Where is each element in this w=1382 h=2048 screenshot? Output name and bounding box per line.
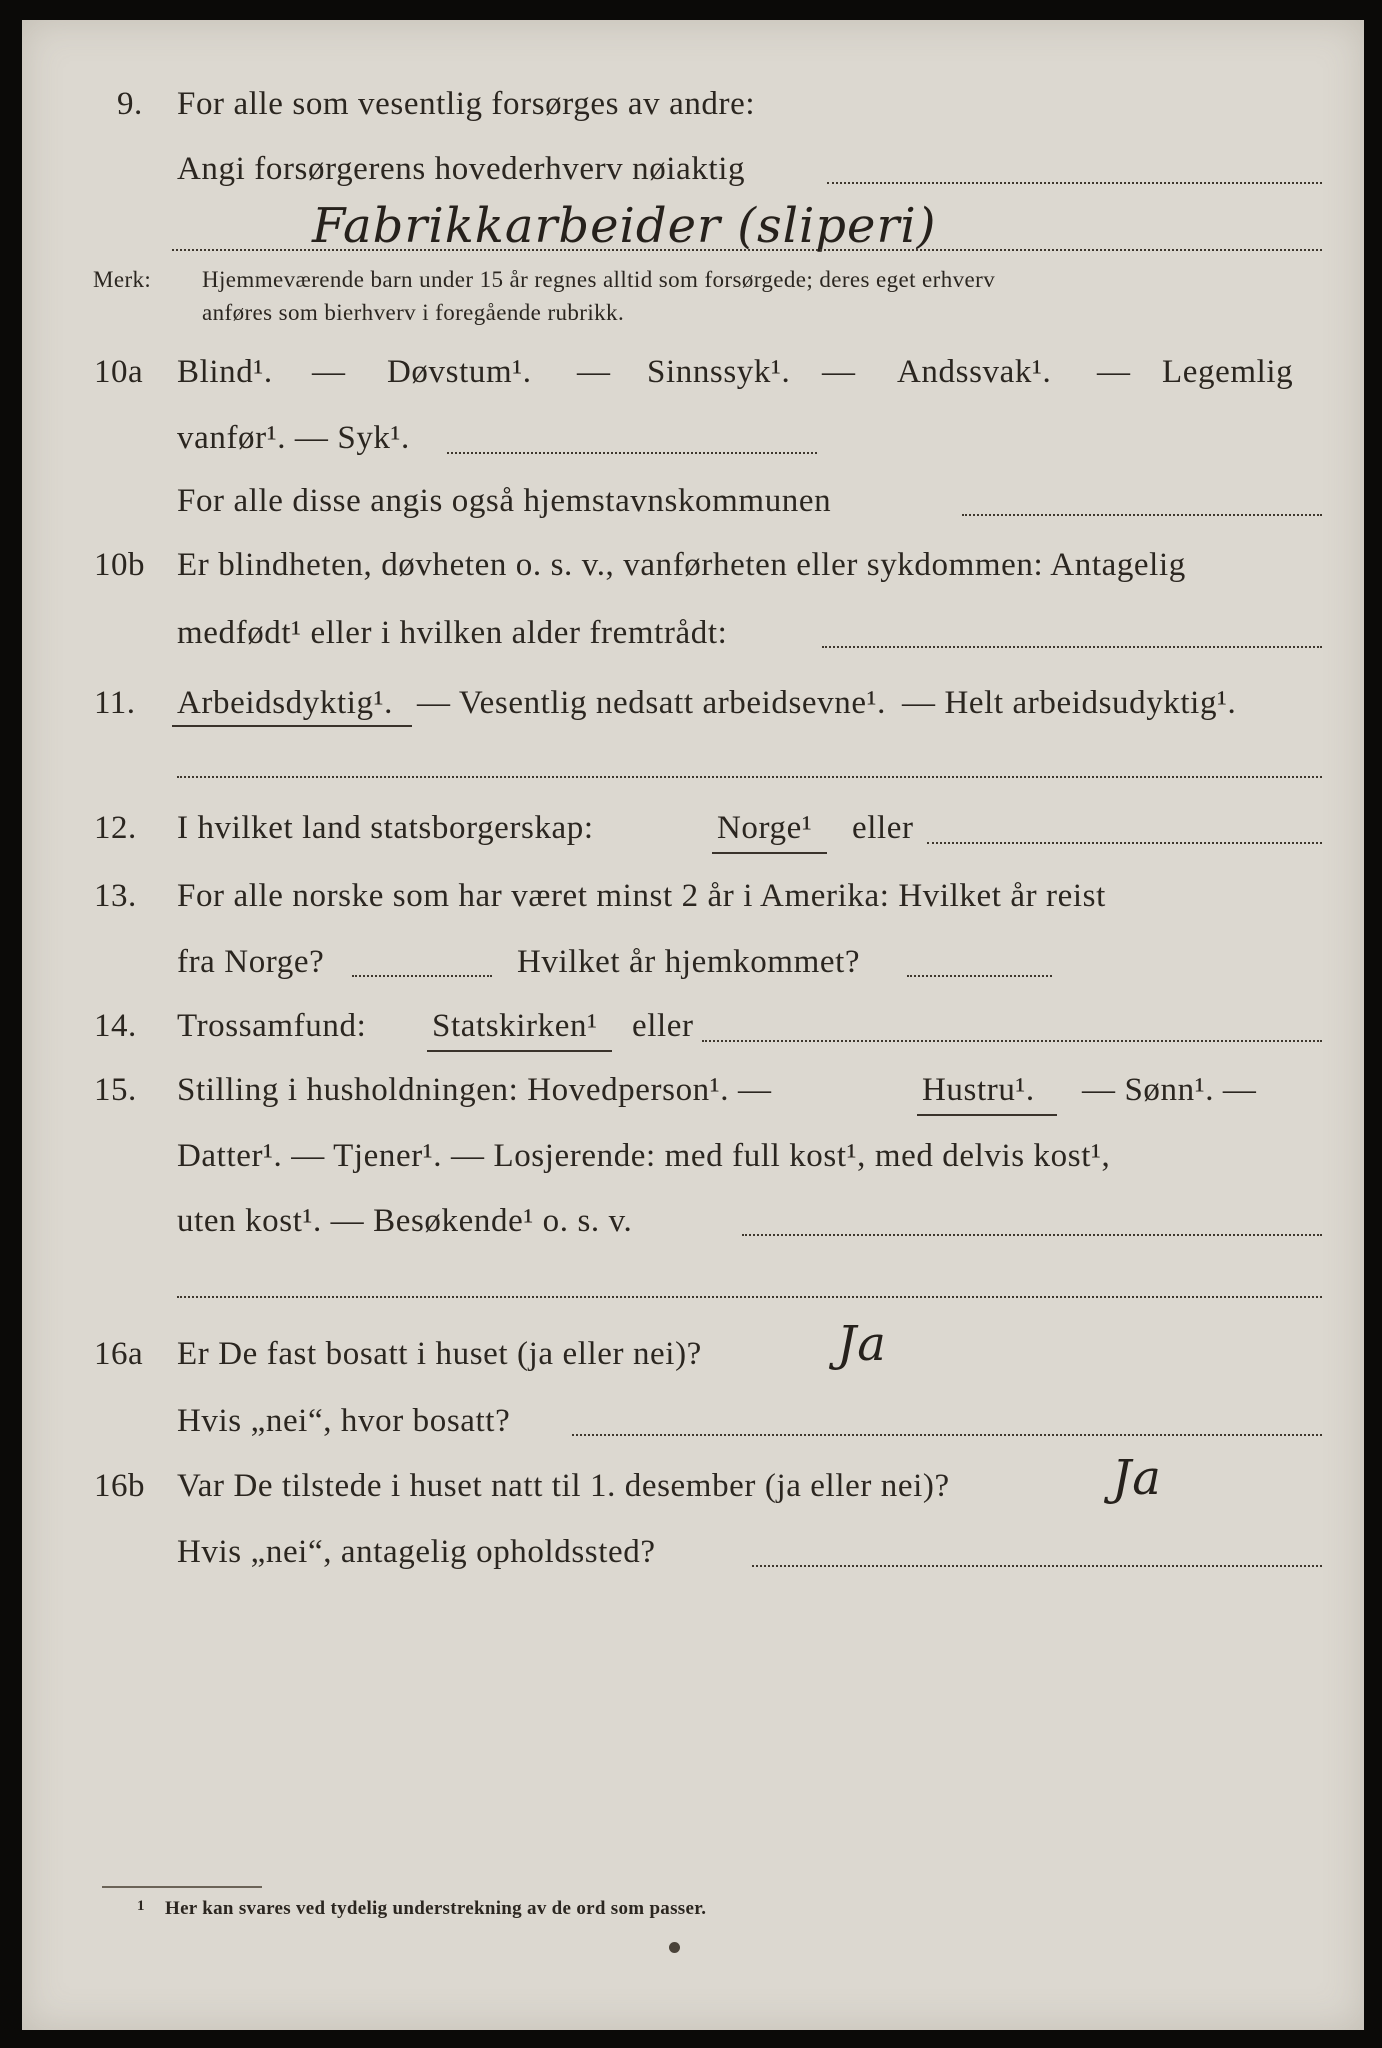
q16a-text-line2: Hvis „nei“, hvor bosatt?: [177, 1403, 511, 1439]
q10a-blind: Blind¹.: [177, 354, 273, 390]
q9-number: 9.: [117, 86, 143, 122]
q16b-fill-line: [752, 1565, 1322, 1567]
q14-selected-underline: [427, 1050, 612, 1052]
q15-option-hustru: Hustru¹.: [922, 1072, 1035, 1108]
q16a-number: 16a: [94, 1336, 144, 1372]
merk-label: Merk:: [93, 267, 152, 292]
merk-text-line2: anføres som bierhverv i foregående rubrikk.: [202, 300, 625, 325]
ink-dot: [669, 1942, 680, 1953]
q10b-text-line1: Er blindheten, døvheten o. s. v., vanførheten eller sykdommen: Antagelig: [177, 547, 1186, 583]
q10b-text-line2: medfødt¹ eller i hvilken alder fremtrådt:: [177, 615, 728, 651]
q12-eller: eller: [852, 810, 914, 846]
q9-fill-line: [827, 182, 1322, 184]
q11-fill-line: [177, 776, 1322, 778]
q11-selected-underline: [172, 725, 412, 727]
q10b-number: 10b: [94, 547, 145, 583]
q14-text: Trossamfund:: [177, 1008, 367, 1044]
q10a-number: 10a: [94, 354, 144, 390]
q10a-hjemstavn-fill-line: [962, 514, 1322, 516]
q16b-text-line1: Var De tilstede i huset natt til 1. desember (ja eller nei)?: [177, 1468, 950, 1504]
q10a-sinnssyk: Sinnssyk¹.: [647, 354, 791, 390]
q13-hjemkommet-label: Hvilket år hjemkommet?: [517, 944, 861, 980]
q9-handwritten-answer: Fabrikkarbeider (sliperi): [312, 198, 937, 254]
q15-fill-line: [742, 1234, 1322, 1236]
q15-selected-underline: [917, 1114, 1057, 1116]
q10a-dash-3: —: [822, 354, 856, 390]
q10a-dash-4: —: [1097, 354, 1131, 390]
q15-text-pre: Stilling i husholdningen: Hovedperson¹. —: [177, 1072, 772, 1108]
q16a-handwritten-answer: Ja: [837, 1316, 887, 1372]
q10b-fill-line: [822, 646, 1322, 648]
q14-fill-line: [702, 1040, 1322, 1042]
q15-text-line3: uten kost¹. — Besøkende¹ o. s. v.: [177, 1203, 633, 1239]
q13-number: 13.: [94, 878, 137, 914]
q10a-legemlig: Legemlig: [1162, 354, 1294, 390]
q11-number: 11.: [94, 685, 136, 721]
q10a-syk-fill-line: [447, 452, 817, 454]
q11-option-udyktig: — Helt arbeidsudyktig¹.: [902, 685, 1237, 721]
q13-text-line1: For alle norske som har været minst 2 år i Amerika: Hvilket år reist: [177, 878, 1106, 914]
q15-text-line2: Datter¹. — Tjener¹. — Losjerende: med full kost¹, med delvis kost¹,: [177, 1138, 1111, 1174]
q12-number: 12.: [94, 810, 137, 846]
q10a-andssvak: Andssvak¹.: [897, 354, 1052, 390]
q12-selected-underline: [712, 852, 827, 854]
footnote-mark: 1: [137, 1898, 145, 1914]
q14-eller: eller: [632, 1008, 694, 1044]
q15-text-post: — Sønn¹. —: [1082, 1072, 1257, 1108]
q16a-fill-line: [572, 1434, 1322, 1436]
merk-text-line1: Hjemmeværende barn under 15 år regnes alltid som forsørgede; deres eget erhverv: [202, 267, 996, 292]
q11-option-arbeidsdyktig: Arbeidsdyktig¹.: [177, 685, 393, 721]
q13-reist-fill-line: [352, 975, 492, 977]
footnote-text: Her kan svares ved tydelig understrekning av de ord som passer.: [165, 1898, 707, 1919]
q14-number: 14.: [94, 1008, 137, 1044]
q10a-text-line2: vanfør¹. — Syk¹.: [177, 420, 410, 456]
q10a-dash-1: —: [312, 354, 346, 390]
q15-extra-fill-line: [177, 1296, 1322, 1298]
q11-option-nedsatt: — Vesentlig nedsatt arbeidsevne¹.: [417, 685, 886, 721]
q9-answer-line: [172, 249, 1322, 251]
q12-option-norge: Norge¹: [717, 810, 813, 846]
q16b-handwritten-answer: Ja: [1112, 1450, 1162, 1506]
q12-text: I hvilket land statsborgerskap:: [177, 810, 594, 846]
q10a-dovstum: Døvstum¹.: [387, 354, 532, 390]
q15-number: 15.: [94, 1072, 137, 1108]
q16b-number: 16b: [94, 1468, 145, 1504]
q16b-text-line2: Hvis „nei“, antagelig opholdssted?: [177, 1534, 656, 1570]
q9-text-line1: For alle som vesentlig forsørges av andre:: [177, 86, 756, 122]
q10a-text-line3: For alle disse angis også hjemstavnskommunen: [177, 483, 832, 519]
census-form-page: [22, 20, 1364, 2030]
q9-text-line2: Angi forsørgerens hovederhverv nøiaktig: [177, 151, 746, 187]
q16a-text-line1: Er De fast bosatt i huset (ja eller nei)?: [177, 1336, 702, 1372]
q13-hjemkommet-fill-line: [907, 975, 1052, 977]
q10a-dash-2: —: [577, 354, 611, 390]
q13-reist-label: fra Norge?: [177, 944, 325, 980]
q14-option-statskirken: Statskirken¹: [432, 1008, 598, 1044]
footnote-rule: [102, 1886, 262, 1888]
q12-fill-line: [927, 842, 1322, 844]
